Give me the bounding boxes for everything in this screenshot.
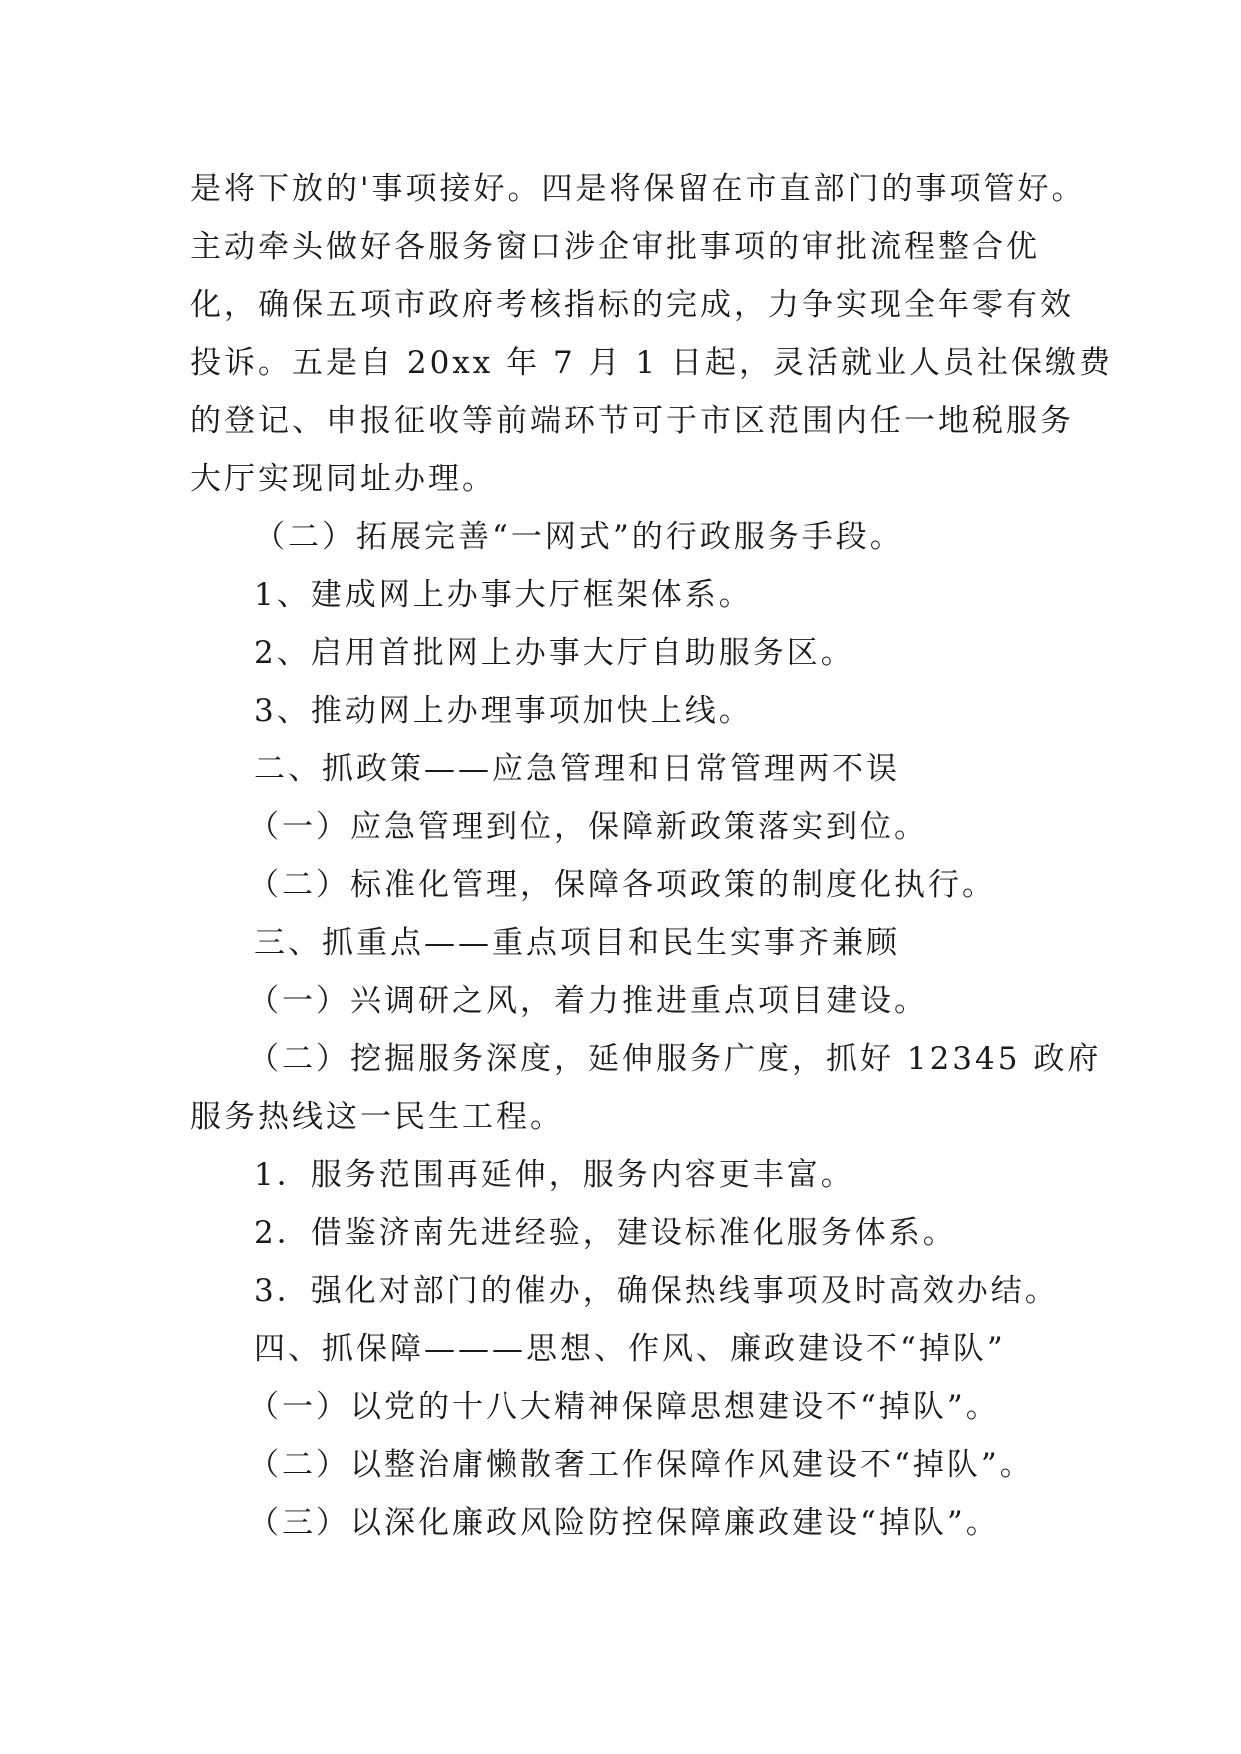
paragraph-line: 是将下放的'事项接好。四是将保留在市直部门的事项管好。	[190, 171, 1086, 207]
subsection-heading: （一）以党的十八大精神保障思想建设不“掉队”。	[248, 1389, 1000, 1425]
section-heading: 四、抓保障———思想、作风、廉政建设不“掉队”	[254, 1331, 1006, 1367]
subsection-heading: （二）以整治庸懒散奢工作保障作风建设不“掉队”。	[248, 1447, 1034, 1483]
list-item: 2、启用首批网上办事大厅自助服务区。	[254, 635, 855, 671]
subsection-heading: （一）应急管理到位，保障新政策落实到位。	[248, 809, 928, 845]
subsection-heading: （三）以深化廉政风险防控保障廉政建设“掉队”。	[248, 1505, 1000, 1541]
list-item: 2．借鉴济南先进经验，建设标准化服务体系。	[254, 1215, 957, 1251]
paragraph-line: 化，确保五项市政府考核指标的完成，力争实现全年零有效	[190, 287, 1074, 323]
document-body	[190, 160, 1113, 1552]
list-item: 3、推动网上办理事项加快上线。	[254, 693, 753, 729]
section-heading: 三、抓重点——重点项目和民生实事齐兼顾	[254, 925, 900, 961]
subsection-heading: （二）挖掘服务深度，延伸服务广度，抓好 12345 政府	[248, 1041, 1102, 1077]
list-item: 1、建成网上办事大厅框架体系。	[254, 577, 753, 613]
subsection-heading: （一）兴调研之风，着力推进重点项目建设。	[248, 983, 928, 1019]
paragraph-line: 服务热线这一民生工程。	[190, 1099, 564, 1135]
paragraph-line: 大厅实现同址办理。	[190, 461, 496, 497]
section-heading: 二、抓政策——应急管理和日常管理两不误	[254, 751, 900, 787]
subsection-heading: （二）拓展完善“一网式”的行政服务手段。	[254, 519, 904, 555]
subsection-heading: （二）标准化管理，保障各项政策的制度化执行。	[248, 867, 996, 903]
paragraph-line: 主动牵头做好各服务窗口涉企审批事项的审批流程整合优	[190, 229, 1040, 265]
paragraph-line: 的登记、申报征收等前端环节可于市区范围内任一地税服务	[190, 403, 1074, 439]
list-item: 3．强化对部门的催办，确保热线事项及时高效办结。	[254, 1273, 1059, 1309]
paragraph-line: 投诉。五是自 20xx 年 7 月 1 日起，灵活就业人员社保缴费	[190, 345, 1113, 381]
list-item: 1．服务范围再延伸，服务内容更丰富。	[254, 1157, 855, 1193]
